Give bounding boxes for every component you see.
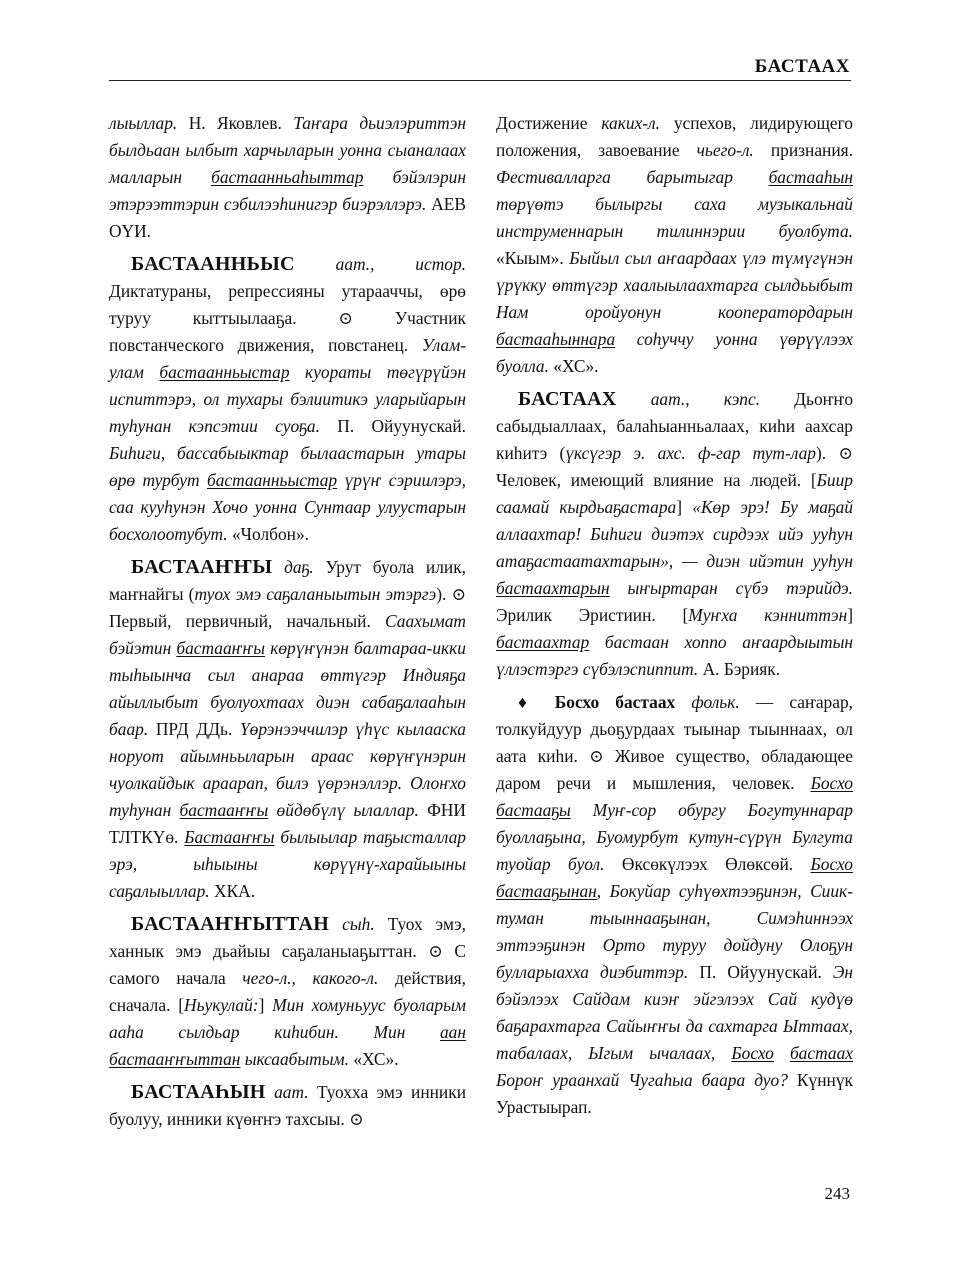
entry-bosho-bastaah bbox=[496, 689, 853, 1121]
russian-gloss-note: чьего-л. bbox=[696, 140, 754, 160]
headword: БАСТААҺЫН bbox=[131, 1081, 266, 1103]
speaker-label: Биир саамай кырдьаҕастара bbox=[496, 470, 853, 517]
russian-gloss: Живое существо, обладающее даром речи и мышления, человек. bbox=[496, 746, 853, 793]
definition-note: үксүгэр э. ахс. ф-гар тут-лар bbox=[565, 443, 816, 463]
citation-source: «Чолбон». bbox=[227, 524, 310, 544]
definition: Урут буола илик, маҥнайгы ( bbox=[109, 557, 466, 604]
running-head: БАСТААХ bbox=[754, 56, 850, 77]
russian-gloss: С самого начала bbox=[109, 941, 466, 988]
underlined-form: бастааҕы bbox=[496, 800, 571, 820]
speaker-label: Ньукулай: bbox=[184, 995, 259, 1015]
russian-gloss: действия, сначала. [ bbox=[109, 968, 466, 1015]
citation-source: А. Бэрияк. bbox=[698, 659, 781, 679]
underlined-form: Босхо bbox=[810, 854, 853, 874]
citation-text: бастаан хоппо аҥаардыытын үллэстэргэ сүбэлэспиппит. bbox=[496, 632, 853, 679]
phrase-headword: Босхо бастаах bbox=[538, 692, 676, 712]
citation-text: төрүөтэ былыргы саха музыкальнай инструменнарын тилиннэрии буолбута. bbox=[496, 194, 853, 241]
citation-text: Улам-улам bbox=[109, 335, 466, 382]
entry-bastaannyittan bbox=[109, 911, 466, 1073]
definition: ). bbox=[815, 443, 839, 463]
citation-text: Фестивалларга барытыгар bbox=[496, 167, 769, 187]
bracket: ] bbox=[258, 995, 273, 1015]
left-column bbox=[109, 110, 466, 1139]
citation-text: соһуччу уонна үөрүүлээх буолла. bbox=[496, 329, 853, 376]
citation-source: П. Ойуунускай. bbox=[319, 416, 466, 436]
russian-gloss: Первый, первичный, начальный. bbox=[109, 611, 386, 631]
citation-text: Бороҥ ураанхай Чугаһыа баара дуо? bbox=[496, 1070, 788, 1090]
definition: Дьоҥҥо сабыдыаллаах, балаһыанньалаах, киһи аахсар киһитэ ( bbox=[496, 389, 854, 463]
grammar-label: аат., кэпс. bbox=[616, 389, 761, 409]
definition-note: туох эмэ саҕаланыытын этэргэ bbox=[194, 584, 437, 604]
citation-text: ыҥыртаран сүбэ тэрийдэ. bbox=[609, 578, 853, 598]
speaker-label: Муҥха кэнниттэн bbox=[688, 605, 848, 625]
citation-text: Мин хомуньуус буоларым ааһа сылдьар киһибин. Мин bbox=[109, 995, 466, 1042]
entry-bastaannyis bbox=[109, 251, 466, 548]
underlined-form: бастааҥҥы bbox=[179, 800, 269, 820]
definition: Туох эмэ, ханнык эмэ дьайыы саҕаланыаҕыттан. bbox=[109, 914, 466, 961]
bracket: ] bbox=[847, 605, 853, 625]
russian-gloss-note: каких-л. bbox=[601, 113, 660, 133]
citation-text: Муҥ-сор обургу Богутуннарар буоллаҕына, Буомурбут кутун-сүрүн Булгута туойар буол. bbox=[496, 800, 853, 874]
russian-gloss: Участник повстанческого движения, повстанец. bbox=[109, 308, 466, 355]
grammar-label: фольк. bbox=[675, 692, 740, 712]
citation-text: Үөрэнээччилэр үһүс кылааска норуот айымньыларын араас көрүҥүнэрин чуолкайдык араараn, билэ үөрэнэллэр. Олоҥхо туһунан bbox=[109, 719, 466, 820]
citation-source: П. Ойуунускай. bbox=[688, 962, 833, 982]
underlined-form: аан bbox=[439, 1022, 466, 1042]
russian-gloss-note: чего-л., какого-л. bbox=[242, 968, 379, 988]
header-rule bbox=[109, 80, 851, 81]
citation-source: ФНИ ТЛТКҮө. bbox=[109, 800, 466, 847]
underlined-form: бастааһыннара bbox=[496, 329, 616, 349]
page-number: 243 bbox=[824, 1184, 850, 1203]
citation-text: , Бокуйар суһүөхтээҕинэн, Сиик-туман тыыннааҕынан, Симэһиннээх эттээҕинэн Орто туруу дойдуну Олоҕун булларыахха диэбиттэр. bbox=[496, 881, 853, 982]
citation-source: «ХС». bbox=[548, 356, 599, 376]
headword: БАСТААННЬЫС bbox=[131, 253, 295, 275]
grammar-label: даҕ. bbox=[272, 557, 314, 577]
citation-source: Эрилик Эристиин. [ bbox=[496, 605, 689, 625]
translation-marker-icon: ⊙ bbox=[338, 308, 353, 328]
grammar-label: аат. bbox=[265, 1082, 309, 1102]
entry-bastaannyi bbox=[109, 554, 466, 905]
underlined-form: бастаахтар bbox=[496, 632, 590, 652]
entry-continuation bbox=[496, 110, 853, 380]
bracket: ] bbox=[676, 497, 693, 517]
citation-source: Күннүк Урастыырап. bbox=[496, 1070, 853, 1117]
entry-continuation bbox=[109, 110, 466, 245]
underlined-form: бастааҕынан bbox=[496, 881, 597, 901]
definition: — саҥарар, толкуйдуур дьоҕурдаах тыынар тыыннаах, ол аата киһи. bbox=[496, 692, 853, 766]
translation-marker-icon: ⊙ bbox=[838, 443, 853, 463]
translation-marker-icon: ⊙ bbox=[349, 1109, 364, 1129]
headword: БАСТААХ bbox=[518, 388, 617, 410]
citation-source: «ХС». bbox=[348, 1049, 399, 1069]
entry-bastaah bbox=[496, 386, 853, 683]
citation-source: Өксөкүлээх Өлөксөй. bbox=[604, 854, 811, 874]
citation-text: куораты төгүрүйэн испиттэрэ, ол тухары бэлиитикэ уларыйарын туһунан кэпсэтии суоҕа. bbox=[109, 362, 466, 436]
citation-text: былыылар таҕысталлар эрэ, ыһыыны көрүүнү-харайыыны саҕалыыллар. bbox=[109, 827, 466, 901]
entry-bastaahyin bbox=[109, 1079, 466, 1133]
citation-source: ХКА. bbox=[209, 881, 256, 901]
translation-marker-icon: ⊙ bbox=[589, 746, 604, 766]
underlined-form: бастаанньыстар bbox=[206, 470, 338, 490]
underlined-form: бастаахтарын bbox=[496, 578, 610, 598]
citation-text: Таҥара дьиэлэриттэн былдьаан ылбыт харчыларын уонна сыаналаах малларын bbox=[109, 113, 467, 187]
definition: ). bbox=[436, 584, 452, 604]
citation-text: Быйыл сыл аҥаардаах үлэ түмүгүнэн үрүкку өттүгэр хаалыылаахтарга сылдьыбыт Нам оройуонун кооператордарын bbox=[496, 248, 853, 322]
definition: Диктатураны, репрессияны утарааччы, өрө туруу кыттыылааҕа. bbox=[109, 281, 466, 328]
underlined-form: бастаанньыстар bbox=[159, 362, 290, 382]
citation-text: Эн бэйэлээх Сайдам киэҥ эйгэлээх Сай кудүө баҕарахтарга Сайыҥҥы да сахтарга Ыттаах, табалаах, Ыгым ычалаах, bbox=[496, 962, 853, 1063]
citation-source: Н. Яковлев. bbox=[177, 113, 294, 133]
underlined-form: бастааһын bbox=[768, 167, 853, 187]
translation-marker-icon: ⊙ bbox=[451, 584, 467, 604]
citation-text: өйдөбүлү ылаллар. bbox=[268, 800, 419, 820]
underlined-form: бастааҥҥы bbox=[176, 638, 266, 658]
headword: БАСТААҤҤЫ bbox=[131, 556, 273, 578]
definition: Туохха эмэ инники буолуу, инники күөҥҥэ тахсыы. bbox=[109, 1082, 466, 1129]
citation-text: үрүҥ сэриилэрэ, саа кууһунэн Хочо уонна Сунтаар улуустарын босхолоотубут. bbox=[109, 470, 466, 544]
citation-text: бэйэлэрин этэрээттэрин сэбилээһинигэр биэрэллэрэ. bbox=[109, 167, 466, 214]
grammar-label: сыһ. bbox=[329, 914, 375, 934]
underlined-form: бастаах bbox=[789, 1043, 853, 1063]
russian-gloss: успехов, лидирующего положения, завоевание bbox=[496, 113, 853, 160]
citation-text: Биһиги, бассабыыктар былаастарын утары өрө турбут bbox=[109, 443, 466, 490]
translation-marker-icon: ⊙ bbox=[428, 941, 443, 961]
citation-text: «Көр эрэ! Бу маҕай аллаахтар! Биһиги диэтэх сирдээх ийэ ууһун атаҕастаатахтарын», — диэн ийэтин ууһун bbox=[496, 497, 854, 571]
russian-gloss: Достижение bbox=[496, 113, 602, 133]
headword: БАСТААҤҤЫТТАН bbox=[131, 913, 330, 935]
citation-text: көрүҥүнэн балтараа-икки тыһыынча сыл анараа өттүгэр Индияҕа айыллыбыт буолуохтаах диэн сабаҕалааһын баар. bbox=[109, 638, 466, 739]
underlined-form: бастааҥҥыттан bbox=[109, 1049, 241, 1069]
right-column bbox=[496, 110, 853, 1127]
diamond-icon: ♦ bbox=[518, 692, 539, 712]
underlined-form: Бастааҥҥы bbox=[184, 827, 275, 847]
russian-gloss: признания. bbox=[753, 140, 854, 160]
underlined-form: Босхо bbox=[731, 1043, 774, 1063]
underlined-form: Босхо bbox=[810, 773, 853, 793]
citation-text bbox=[774, 1043, 790, 1063]
citation-source: «Кыым». bbox=[496, 248, 570, 268]
citation-text: лыыллар. bbox=[109, 113, 178, 133]
citation-text: Саахымат бэйэтин bbox=[109, 611, 466, 658]
citation-text: ыксаабытым. bbox=[240, 1049, 349, 1069]
citation-source: ПРД ДДь. bbox=[148, 719, 240, 739]
grammar-label: аат., истор. bbox=[294, 254, 466, 274]
underlined-form: бастаанньаһыттар bbox=[211, 167, 364, 187]
russian-gloss: Человек, имеющий влияние на людей. [ bbox=[496, 470, 817, 490]
citation-source: АЕВ ОҮИ. bbox=[109, 194, 466, 241]
